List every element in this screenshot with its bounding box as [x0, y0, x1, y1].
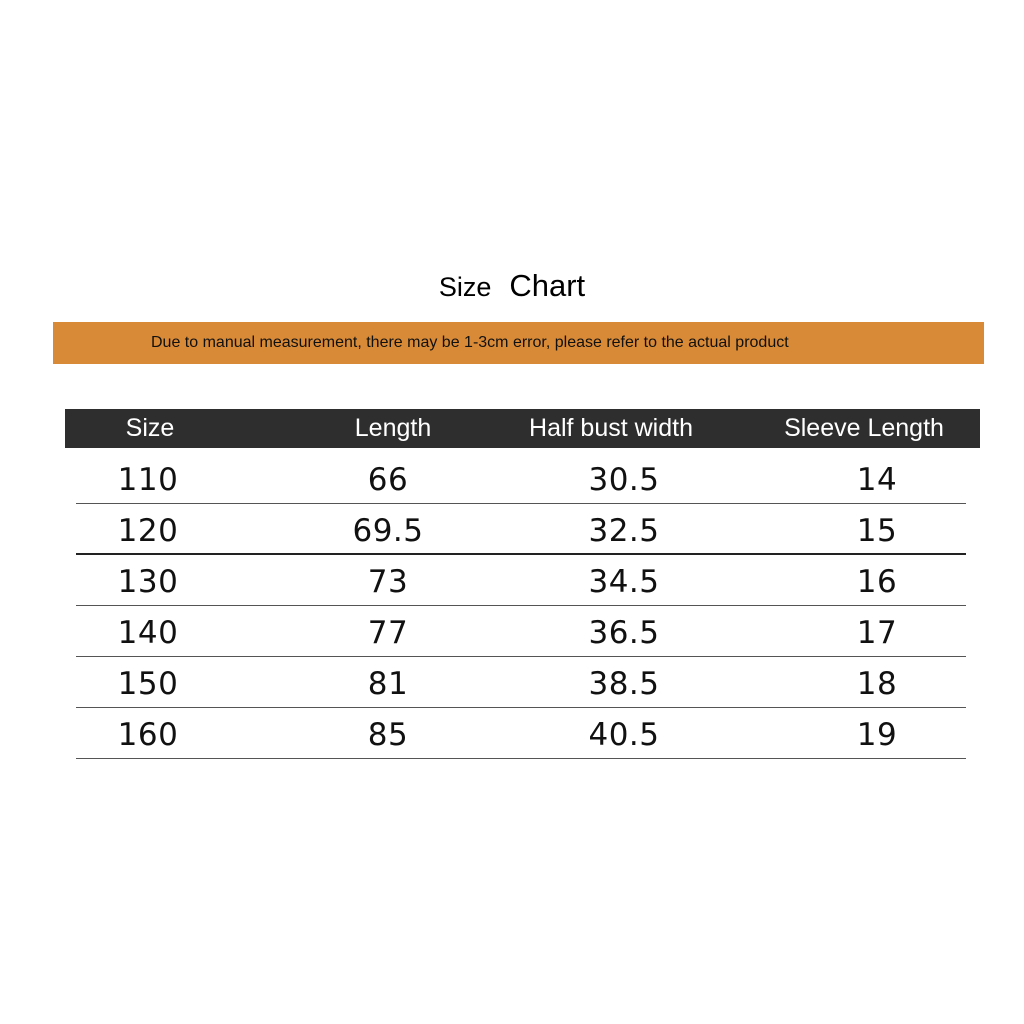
cell-half-bust-width: 32.5 [588, 513, 660, 549]
table-row [76, 656, 966, 708]
cell-half-bust-width: 38.5 [588, 666, 660, 702]
cell-half-bust-width: 34.5 [588, 564, 660, 600]
table-header [65, 409, 980, 448]
cell-sleeve-length: 16 [856, 564, 898, 600]
cell-sleeve-length: 18 [856, 666, 898, 702]
page-title [0, 268, 1024, 304]
cell-sleeve-length: 14 [856, 462, 898, 498]
cell-length: 73 [367, 564, 409, 600]
table-row [76, 605, 966, 657]
cell-sleeve-length: 19 [856, 717, 898, 753]
title-word-chart: Chart [509, 268, 586, 303]
table-row [76, 503, 966, 555]
cell-size: 140 [117, 615, 179, 651]
measurement-notice-banner [53, 322, 984, 364]
cell-size: 160 [117, 717, 179, 753]
cell-length: 85 [367, 717, 409, 753]
cell-size: 130 [117, 564, 179, 600]
cell-length: 66 [367, 462, 409, 498]
cell-size: 150 [117, 666, 179, 702]
cell-size: 110 [117, 462, 179, 498]
cell-length: 77 [367, 615, 409, 651]
header-half-bust-width: Half bust width [529, 414, 693, 442]
row-divider [76, 758, 966, 760]
cell-half-bust-width: 30.5 [588, 462, 660, 498]
header-size: Size [125, 414, 175, 442]
cell-half-bust-width: 36.5 [588, 615, 660, 651]
cell-half-bust-width: 40.5 [588, 717, 660, 753]
cell-sleeve-length: 17 [856, 615, 898, 651]
table-row [76, 707, 966, 759]
cell-size: 120 [117, 513, 179, 549]
table-row [76, 452, 966, 504]
title-word-size: Size [438, 272, 492, 302]
cell-sleeve-length: 15 [856, 513, 898, 549]
cell-length: 69.5 [352, 513, 424, 549]
measurement-notice-text: Due to manual measurement, there may be 1-3cm error, please refer to the actual product [151, 334, 789, 351]
table-row [76, 554, 966, 606]
cell-length: 81 [367, 666, 409, 702]
header-length: Length [354, 414, 432, 442]
header-sleeve-length: Sleeve Length [784, 414, 944, 442]
